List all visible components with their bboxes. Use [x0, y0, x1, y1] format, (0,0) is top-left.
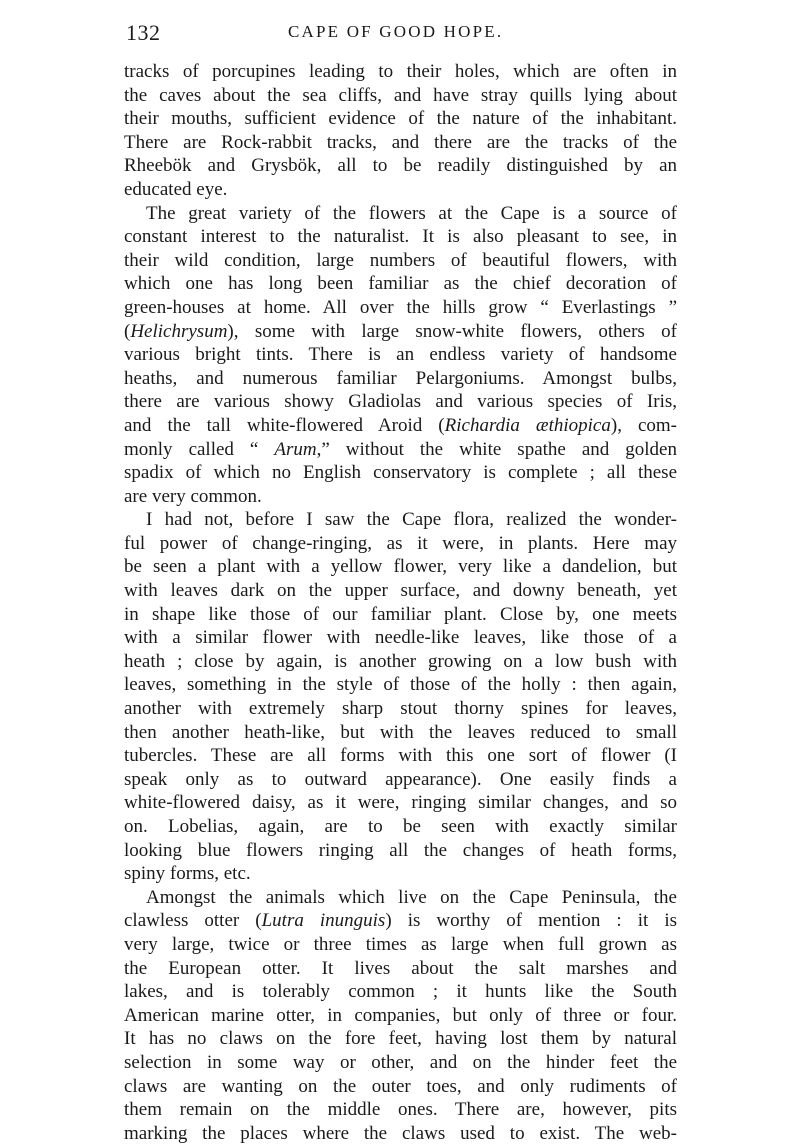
text-run: lakes, and is tolerably common ; it hunts like the South [124, 981, 677, 1003]
text-run: educated eye. [124, 178, 228, 200]
text-line [124, 178, 677, 202]
text-line [124, 1004, 677, 1028]
text-line [124, 1098, 677, 1122]
text-run: white-flowered daisy, as it were, ringing similar changes, and so [124, 792, 677, 814]
text-line [124, 791, 677, 815]
text-line [124, 131, 677, 155]
text-line [124, 650, 677, 674]
text-line [124, 485, 677, 509]
text-line [124, 461, 677, 485]
text-line [124, 249, 677, 273]
text-run: then another heath-like, but with the leaves reduced to small [124, 721, 677, 743]
text-line [124, 839, 677, 863]
text-run: The great variety of the flowers at the Cape is a source of [146, 202, 677, 224]
text-line [124, 1122, 677, 1145]
text-run: spadix of which no English conservatory is complete ; all these [124, 462, 677, 484]
text-run: monly called “ [124, 438, 275, 460]
text-line [124, 626, 677, 650]
text-run: and the tall white-flowered Aroid ( [124, 414, 445, 436]
text-run: Amongst the animals which live on the Cape Peninsula, the [146, 886, 677, 908]
text-line [124, 296, 677, 320]
text-line [124, 744, 677, 768]
text-run: claws are wanting on the outer toes, and only rudiments of [124, 1075, 677, 1097]
text-line [124, 1051, 677, 1075]
text-run: ( [124, 320, 131, 342]
text-line [124, 721, 677, 745]
text-line [124, 343, 677, 367]
text-run: them remain on the middle ones. There are, however, pits [124, 1099, 677, 1121]
text-run: their mouths, sufficient evidence of the nature of the inhabitant. [124, 108, 677, 130]
italic-term: Helichrysum [130, 320, 228, 342]
text-run: ), com- [610, 414, 677, 436]
running-title: CAPE OF GOOD HOPE. [288, 22, 504, 41]
text-run: which one has long been familiar as the chief decoration of [124, 273, 677, 295]
text-line [124, 673, 677, 697]
text-line [124, 579, 677, 603]
italic-term: Richardia æthiopica [444, 414, 611, 436]
text-line [124, 555, 677, 579]
text-line [124, 980, 677, 1004]
text-run: with a similar flower with needle-like leaves, like those of a [124, 627, 677, 649]
text-line [124, 603, 677, 627]
text-run: there are various showy Gladiolas and various species of Iris, [124, 391, 677, 413]
text-line [124, 815, 677, 839]
text-run: are very common. [124, 485, 262, 507]
text-run: ), some with large snow-white flowers, others of [227, 320, 677, 342]
text-run: another with extremely sharp stout thorny spines for leaves, [124, 698, 677, 720]
text-line [124, 862, 677, 886]
text-run: ,” without the white spathe and golden [316, 438, 677, 460]
text-line [124, 84, 677, 108]
text-run: ) is worthy of mention : it is [385, 910, 678, 932]
text-run: very large, twice or three times as large when full grown as [124, 933, 677, 955]
text-run: tracks of porcupines leading to their holes, which are often in [124, 61, 677, 82]
text-run: with leaves dark on the upper surface, and downy beneath, yet [124, 580, 677, 602]
text-run: spiny forms, etc. [124, 863, 251, 885]
text-run: various bright tints. There is an endless variety of handsome [124, 344, 677, 366]
text-line [124, 367, 677, 391]
text-line [124, 202, 677, 226]
text-run: heaths, and numerous familiar Pelargoniums. Amongst bulbs, [124, 367, 677, 389]
text-line [124, 414, 677, 438]
text-run: looking blue flowers ringing all the changes of heath forms, [124, 839, 677, 861]
text-run: on. Lobelias, again, are to be seen with exactly similar [124, 816, 677, 837]
text-run: heath ; close by again, is another growing on a low bush with [124, 650, 677, 672]
text-run: their wild condition, large numbers of beautiful flowers, with [124, 249, 677, 271]
text-run: green-houses at home. All over the hills grow “ Everlastings ” [124, 296, 677, 318]
text-run: tubercles. These are all forms with this one sort of flower (I [124, 745, 677, 767]
text-line [124, 272, 677, 296]
text-line [124, 768, 677, 792]
text-line [124, 60, 677, 84]
body-text [124, 60, 677, 1145]
text-run: Rheebök and Grysbök, all to be readily distinguished by an [124, 155, 677, 177]
text-line [124, 225, 677, 249]
text-line [124, 886, 677, 910]
text-run: It has no claws on the fore feet, having lost them by natural [124, 1028, 677, 1050]
text-run: in shape like those of our familiar plant. Close by, one meets [124, 603, 677, 625]
text-run: I had not, before I saw the Cape flora, realized the wonder- [146, 509, 677, 531]
text-line [124, 390, 677, 414]
text-line [124, 909, 677, 933]
italic-term: Arum [274, 438, 317, 460]
text-line [124, 1075, 677, 1099]
text-line [124, 957, 677, 981]
italic-term: Lutra inunguis [261, 910, 386, 932]
text-line [124, 107, 677, 131]
text-line [124, 154, 677, 178]
text-run: speak only as to outward appearance). One easily finds a [124, 768, 677, 790]
text-run: leaves, something in the style of those of the holly : then again, [124, 674, 677, 696]
text-run: the caves about the sea cliffs, and have stray quills lying about [124, 84, 677, 106]
text-run: clawless otter ( [124, 910, 262, 932]
text-run: marking the places where the claws used to exist. The web- [124, 1122, 677, 1144]
text-line [124, 438, 677, 462]
text-line [124, 1027, 677, 1051]
text-run: be seen a plant with a yellow flower, very like a dandelion, but [124, 556, 677, 578]
text-run: the European otter. It lives about the salt marshes and [124, 957, 677, 979]
text-line [124, 320, 677, 344]
text-run: There are Rock-rabbit tracks, and there are the tracks of the [124, 131, 677, 153]
text-line [124, 697, 677, 721]
text-run: American marine otter, in companies, but only of three or four. [124, 1004, 677, 1026]
text-line [124, 508, 677, 532]
text-run: constant interest to the naturalist. It is also pleasant to see, in [124, 226, 677, 248]
text-run: ful power of change-ringing, as it were, in plants. Here may [124, 532, 677, 554]
text-line [124, 933, 677, 957]
text-run: selection in some way or other, and on the hinder feet the [124, 1051, 677, 1073]
page-number: 132 [126, 20, 161, 45]
text-line [124, 532, 677, 556]
